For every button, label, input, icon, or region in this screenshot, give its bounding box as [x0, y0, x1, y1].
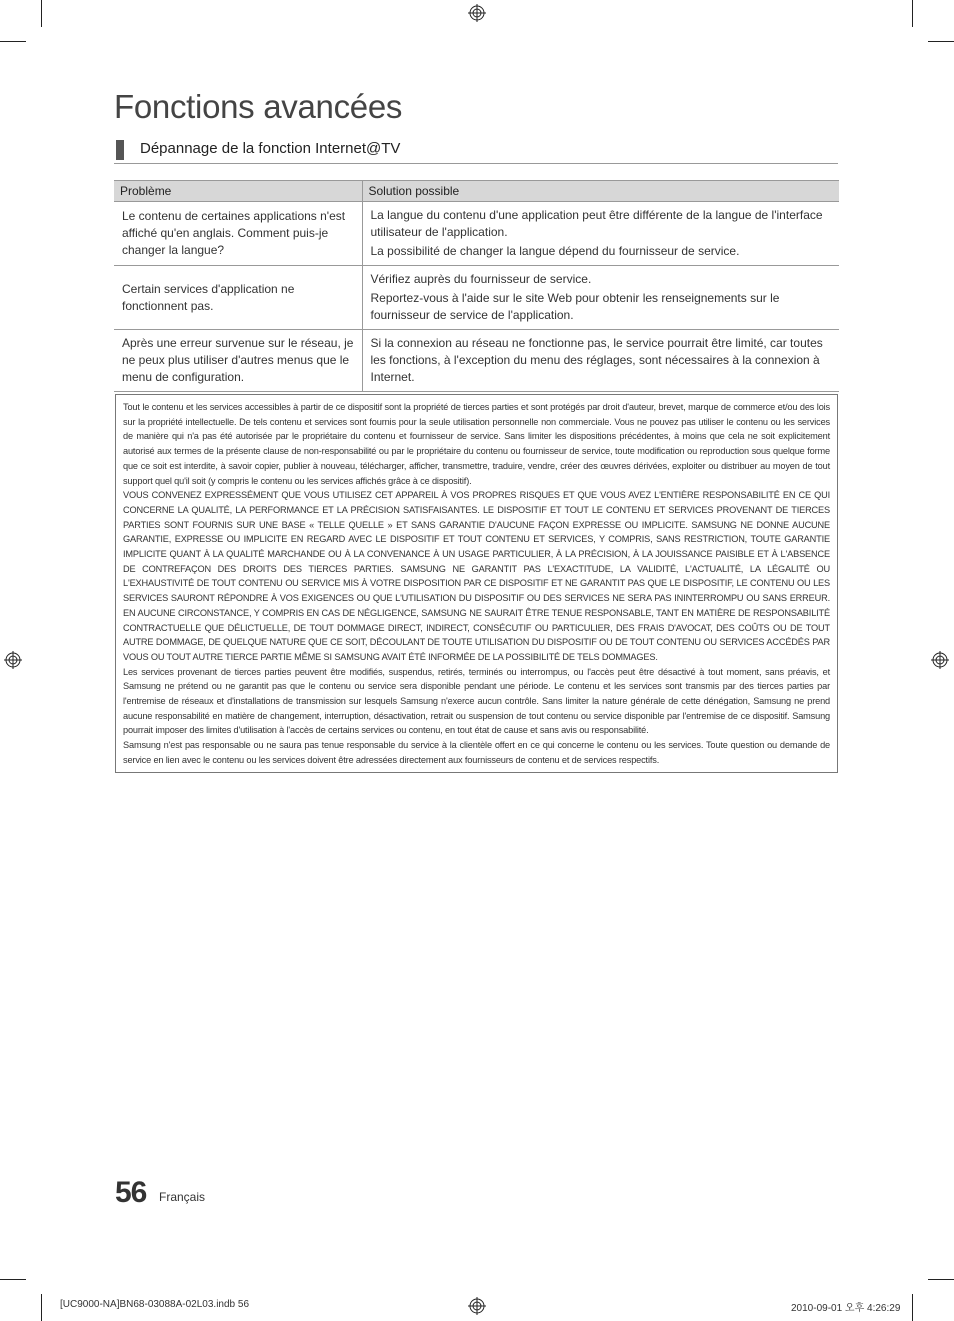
- column-header-problem: Problème: [114, 181, 362, 202]
- solution-text: Reportez-vous à l'aide sur le site Web pour obtenir les renseignements sur le fournisseur de service de l'application.: [370, 291, 780, 322]
- problem-cell: [114, 330, 362, 392]
- crop-mark: [912, 1294, 913, 1321]
- disclaimer-paragraph: Les services provenant de tierces parties peuvent être modifiés, suspendus, retirés, terminés ou interrompus, ou l'accès peut être désactivé à tout moment, sans préavis, et Samsung ne prétend ou ne garantit pas que le contenu ou service sera disponible pendant une période. Le contenu et les services sont transmis par des tierces parties par l'entremise de réseaux et d'installations de transmission sur lesquels Samsung n'exerce aucun contrôle. Sans limiter la nature générale de cette dénégation, Samsung ne prend aucune responsabilité en matière de changement, interruption, désactivation, retrait ou suspension de tout contenu ou service disponible par l'entremise de ce dispositif. Samsung pourrait imposer des limites d'utilisation à l'accès de certains services ou contenu, en tout état de cause et sans avis ou responsabilité.: [123, 666, 830, 736]
- print-file-info: [UC9000-NA]BN68-03088A-02L03.indb 56: [60, 1299, 250, 1310]
- disclaimer-paragraph: Samsung n'est pas responsable ou ne saura pas tenue responsable du service à la clientèle offert en ce qui concerne le contenu ou les services. Toute question ou demande de service en lien avec le contenu ou les services doivent être adressées directement aux fournisseurs de contenu et de services respectifs.: [123, 740, 830, 765]
- troubleshooting-table: [114, 180, 839, 392]
- problem-text: Certain services d'application ne fonctionnent pas.: [122, 281, 295, 313]
- problem-text: Après une erreur survenue sur le réseau, je ne peux plus utiliser d'autres menus que le menu de configuration.: [122, 336, 354, 384]
- crop-mark: [912, 0, 913, 27]
- solution-text: Vérifiez auprès du fournisseur de service.: [370, 272, 592, 286]
- problem-text: Le contenu de certaines applications n'est affiché qu'en anglais. Comment puis-je changer la langue?: [122, 209, 346, 257]
- disclaimer-paragraph: VOUS CONVENEZ EXPRESSÉMENT QUE VOUS UTILISEZ CET APPAREIL À VOS PROPRES RISQUES ET QUE VOUS AVEZ L'ENTIÈRE RESPONSABILITÉ EN CE QUI CONCERNE LA QUALITÉ, LA PERFORMANCE ET LA PRÉCISION SATISFAISANTES. LE DISPOSITIF ET TOUT LE CONTENU ET SERVICES PROVENANT DE TIERCES PARTIES SONT FOURNIS SUR UNE BASE « TELLE QUELLE » ET SANS GARANTIE D'AUCUNE FAÇON EXPRESSE OU IMPLICITE. SAMSUNG NE DONNE AUCUNE GARANTIE, EXPRESSE OU IMPLICITE EN REGARD AVEC LE DISPOSITIF ET TOUT CONTENU ET SERVICES, Y COMPRIS, SANS RESTRICTION, TOUTE GARANTIE IMPLICITE QUANT À LA QUALITÉ MARCHANDE OU À LA CONVENANCE À UN USAGE PARTICULIER, À LA PRÉCISION, À LA JOUISSANCE PAISIBLE ET À L'ABSENCE DE CONTREFAÇON DES DROITS DES TIERCES PARTIES. SAMSUNG NE GARANTIT PAS L'EXACTITUDE, LA VALIDITÉ, L'ACTUALITÉ, LA LÉGALITÉ OU L'EXHAUSTIVITÉ DE TOUT CONTENU OU SERVICE MIS À VOTRE DISPOSITION PAR CE DISPOSITIF ET NE GARANTIT PAS QUE LE DISPOSITIF, LE CONTENU OU LES SERVICES SAURONT RÉPONDRE À VOS EXIGENCES OU QUE L'UTILISATION DU DISPOSITIF OU DES SERVICES NE SERA PAS ININTERROMPU OU SANS ERREUR. EN AUCUNE CIRCONSTANCE, Y COMPRIS EN CAS DE NÉGLIGENCE, SAMSUNG NE SAURAIT ÊTRE TENUE RESPONSABLE, TANT EN MATIÈRE DE RESPONSABILITÉ CONTRACTUELLE QUE DÉLICTUELLE, DE TOUT DOMMAGE DIRECT, INDIRECT, CONSÉCUTIF OU PARTICULIER, DES FRAIS D'AVOCAT, DES COÛTS OU DE TOUT AUTRE DOMMAGE, DE QUELQUE NATURE QUE CE SOIT, DÉCOULANT DE TOUTE UTILISATION DU DISPOSITIF OU DE TOUT CONTENU OU SERVICES ACCÉDÉS PAR VOUS OU TOUT AUTRE TIERCE PARTIE MÊME SI SAMSUNG AVAIT ÉTÉ INFORMÉE DE LA POSSIBILITÉ DE TELS DOMMAGES.: [123, 490, 830, 662]
- problem-cell: [114, 266, 362, 330]
- solution-text: La langue du contenu d'une application peut être différente de la langue de l'interface utilisateur de l'application.: [370, 208, 823, 239]
- solution-cell: [362, 330, 839, 392]
- problem-cell: [114, 202, 362, 266]
- registration-mark-icon: [931, 651, 949, 669]
- table-header-row: [114, 181, 839, 202]
- solution-text: Si la connexion au réseau ne fonctionne pas, le service pourrait être limité, car toutes les fonctions, à l'exception du menu des réglages, sont nécessaires à la connexion à Internet.: [370, 336, 823, 384]
- solution-text: La possibilité de changer la langue dépend du fournisseur de service.: [370, 244, 740, 258]
- registration-mark-icon: [4, 651, 22, 669]
- table-row: [114, 266, 839, 330]
- crop-mark: [928, 1279, 954, 1280]
- section-header: [114, 139, 838, 164]
- disclaimer-box: [115, 394, 838, 773]
- column-header-solution: Solution possible: [362, 181, 839, 202]
- solution-cell: [362, 266, 839, 330]
- page-language: Français: [159, 1190, 206, 1204]
- crop-mark: [0, 41, 26, 42]
- section-marker: [116, 140, 124, 160]
- solution-cell: [362, 202, 839, 266]
- crop-mark: [41, 0, 42, 27]
- table-row: [114, 330, 839, 392]
- registration-mark-icon: [468, 4, 486, 22]
- page-number: 56: [115, 1176, 147, 1209]
- page-title: Fonctions avancées: [114, 88, 403, 125]
- disclaimer-paragraph: Tout le contenu et les services accessibles à partir de ce dispositif sont la propriété de tierces parties et sont protégés par droit d'auteur, brevet, marque de commerce et/ou des lois sur la propriété intellectuelle. De tels contenu et services sont fournis pour la seule utilisation personnelle non commerciale. Vous ne pouvez pas utiliser le contenu ou les services de manière qui n'a pas été autorisée par le propriétaire du contenu et fournisseur de service. Sans limiter les dispositions précédentes, à moins que cela ne soit explicitement autorisé aux termes de la présente clause de non-responsabilité ou par le propriétaire du contenu ou fournisseur de service, toute modification ou reproduction sous quelque forme que ce soit est interdite, à savoir copier, publier à nouveau, télécharger, afficher, transmettre, traduire, vendre, créer des œuvres dérivées, exploiter ou distribuer au moyen de tout support quel qu'il soit (y compris le contenu ou les services affichés grâce à ce dispositif).: [123, 402, 830, 486]
- registration-mark-icon: [468, 1297, 486, 1315]
- crop-mark: [0, 1279, 26, 1280]
- print-date-info: 2010-09-01 오후 4:26:29: [791, 1303, 901, 1314]
- crop-mark: [41, 1294, 42, 1321]
- section-title: Dépannage de la fonction Internet@TV: [140, 140, 401, 157]
- crop-mark: [928, 41, 954, 42]
- table-row: [114, 202, 839, 266]
